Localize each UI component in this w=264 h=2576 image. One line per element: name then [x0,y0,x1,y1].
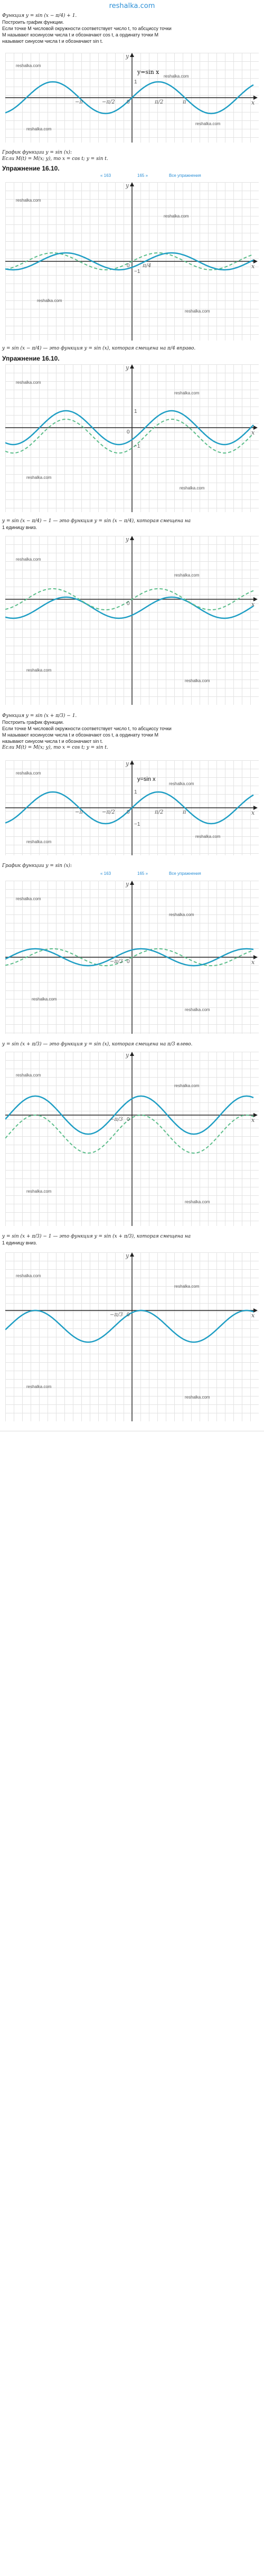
watermark: reshalka.com [185,678,210,683]
watermark: reshalka.com [16,771,41,776]
explanation-shift-down-a: y = sin (x − π/4) − 1 — это функция y = sin (x − π/4), которая смещена на [2,518,191,524]
tick-minus-one: −1 [134,822,140,827]
watermark: reshalka.com [32,997,57,1002]
watermark: reshalka.com [164,74,189,79]
intro-block [0,13,264,55]
tick-minus-pi-third: −π/3 [110,1312,123,1318]
x-label: x [251,263,255,270]
watermark: reshalka.com [26,668,52,673]
watermark: reshalka.com [16,1273,41,1278]
watermark: reshalka.com [16,63,41,68]
y-label: y [126,1052,129,1059]
explanation-left-down-b: 1 единицу вниз. [2,1240,37,1245]
y-axis-arrow [130,881,134,885]
intro-line-1: Функция y = sin (x − π/4) + 1. [2,13,77,18]
tick-minus-pi-third: −π/3 [110,959,123,965]
watermark: reshalka.com [26,1384,52,1389]
origin-label: 0 [127,263,130,269]
watermark: reshalka.com [26,839,52,844]
graph-sin-x-2 [5,760,259,855]
all-exercises-link[interactable]: Все упражнения [169,173,201,178]
graph-result-2-svg [5,1252,259,1421]
next-exercise-link[interactable]: 165 » [137,173,148,178]
y-axis-arrow [130,53,134,57]
graph-sin-x [5,53,259,143]
second-intro-block [0,713,264,755]
y-label: y [126,881,129,888]
graph-result-2 [5,1252,259,1421]
intro-line-2: Построить график функции. [2,20,64,25]
intro-line-6: Если M(t) = M(x; y), то x = cos t; y = sin t. [2,156,108,162]
intro-line-3: Если точке M числовой окружности соответствует число t, то абсциссу точки [2,26,172,31]
second-line-4: M называют косинусом числа t и обозначают cos t, а ординату точки M [2,732,158,738]
watermark: reshalka.com [169,912,194,917]
graph-shift-left-svg [5,881,259,1034]
explanation-left-down-a: y = sin (x + π/3) − 1 — это функция y = sin (x + π/3), которая смещена на [2,1234,191,1239]
tick-one: 1 [134,409,137,414]
curve-label: y=sin x [137,776,156,782]
y-axis-arrow [130,1052,134,1056]
y-label: y [126,1252,129,1259]
watermark: reshalka.com [174,391,200,395]
tick-pi: π [183,99,186,105]
caption-graph-5: График функции y = sin (x): [2,863,72,869]
graph-shift-right-svg [5,182,259,341]
explanation-shift-left: y = sin (x + π/3) — это функция y = sin (x), которая смещена на π/3 влево. [2,1042,193,1047]
y-axis-arrow [130,760,134,765]
watermark: reshalka.com [26,127,52,131]
tick-pi: π [183,809,186,815]
watermark: reshalka.com [174,1083,200,1088]
watermark: reshalka.com [16,557,41,562]
origin-label: 0 [127,959,130,965]
x-label: x [251,809,255,816]
exercise-nav-1 [0,172,264,180]
watermark: reshalka.com [16,1073,41,1078]
tick-minus-one: −1 [134,444,140,449]
y-axis-arrow [130,182,134,186]
y-label: y [126,760,129,767]
y-axis-arrow [130,364,134,369]
exercise-heading-1: Упражнение 16.10. [2,165,60,172]
x-label: x [251,601,255,608]
graph-result-1 [5,536,259,705]
second-line-2: Построить график функции. [2,720,64,725]
watermark: reshalka.com [185,1200,210,1204]
curve-label: y=sin x [137,69,159,76]
y-axis-arrow [130,536,134,540]
graph-result-1-svg [5,536,259,705]
explanation-shift-right: y = sin (x − π/4) — это функция y = sin (x), которая смещена на π/4 вправо. [2,346,196,351]
watermark: reshalka.com [185,309,210,314]
watermark: reshalka.com [195,121,221,126]
tick-minus-half-pi: −π/2 [102,809,115,815]
graph-shift-left-down [5,1052,259,1226]
origin-label: 0 [127,601,130,607]
explanation-shift-down-b: 1 единицу вниз. [2,525,37,530]
tick-half-pi: π/2 [155,99,164,105]
next-exercise-link[interactable]: 165 » [137,871,148,876]
origin-label: 0 [127,809,130,815]
intro-line-5: называют синусом числа t и обозначают sin t. [2,39,103,44]
y-label: y [126,53,129,60]
watermark: reshalka.com [169,781,194,786]
graph-shift-down [5,364,259,512]
watermark: reshalka.com [185,1395,210,1400]
graph-shift-right [5,182,259,341]
x-label: x [251,1312,255,1319]
prev-exercise-link[interactable]: « 163 [100,173,111,178]
tick-minus-one: −1 [134,269,140,275]
all-exercises-link[interactable]: Все упражнения [169,871,201,876]
result-curve [5,597,253,618]
caption-graph-1: График функции y = sin (x): [2,150,72,155]
tick-minus-pi: −π [75,99,83,105]
tick-pi-quarter: π/4 [143,263,152,269]
watermark: reshalka.com [180,486,205,490]
watermark: reshalka.com [16,198,41,203]
watermark: reshalka.com [16,380,41,385]
graph-shift-down-svg [5,364,259,512]
graph-shift-left-down-svg [5,1052,259,1226]
tick-minus-half-pi: −π/2 [102,99,115,105]
tick-minus-pi: −π [75,809,83,815]
origin-label: 0 [127,1312,130,1318]
watermark: reshalka.com [174,1284,200,1289]
y-label: y [126,182,129,189]
watermark: reshalka.com [16,897,41,901]
y-label: y [126,536,129,543]
watermark: reshalka.com [37,298,62,303]
origin-label: 0 [127,99,130,105]
graph-shift-left [5,881,259,1034]
tick-minus-pi-third: −π/3 [110,1117,123,1122]
second-line-5: называют синусом числа t и обозначают sin t. [2,739,103,744]
x-label: x [251,1117,255,1124]
watermark: reshalka.com [174,573,200,578]
watermark: reshalka.com [164,214,189,219]
second-line-1: Функция y = sin (x + π/3) − 1. [2,713,77,719]
intro-line-4: M называют косинусом числа t и обозначают cos t, а ординату точки M [2,32,158,37]
exercise-heading-2: Упражнение 16.10. [2,355,60,362]
watermark: reshalka.com [185,1007,210,1012]
exercise-nav-2 [0,870,264,877]
tick-one: 1 [134,79,137,85]
watermark: reshalka.com [26,1189,52,1194]
prev-exercise-link[interactable]: « 163 [100,871,111,876]
watermark: reshalka.com [195,834,221,839]
watermark: reshalka.com [26,475,52,480]
x-label: x [251,959,255,966]
second-line-6: Если M(t) = M(x; y), то x = cos t; y = sin t. [2,745,108,750]
x-label: x [251,99,255,106]
second-line-3: Если точке M числовой окружности соответствует число t, то абсциссу точки [2,726,172,731]
x-label: x [251,429,255,436]
y-label: y [126,364,129,371]
y-axis-arrow [130,1252,134,1257]
origin-label: 0 [127,429,130,435]
tick-one: 1 [134,789,137,795]
site-title[interactable]: reshalka.com [109,2,155,10]
origin-label: 0 [127,1117,130,1122]
tick-half-pi: π/2 [155,809,164,815]
